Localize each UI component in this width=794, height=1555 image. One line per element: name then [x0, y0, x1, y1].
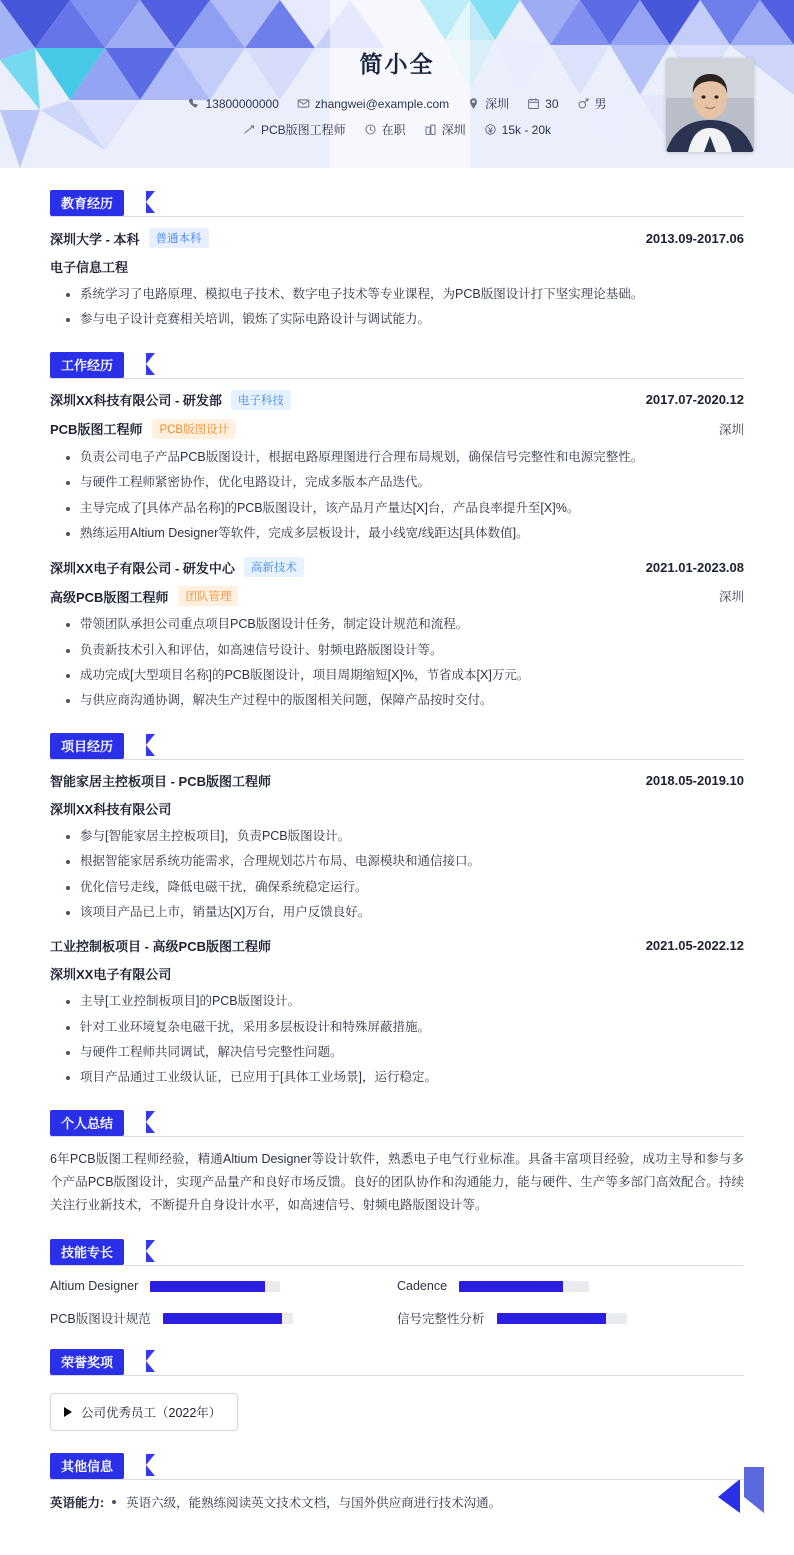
resume-header: [0, 0, 794, 168]
section-divider: [50, 1375, 744, 1376]
work-company: 深圳XX电子有限公司 - 研发中心: [50, 560, 235, 576]
project-title: 工业控制板项目 - 高级PCB版图工程师: [50, 939, 272, 955]
award-item[interactable]: [50, 1393, 238, 1431]
section-education-head: [50, 190, 744, 214]
list-item: 系统学习了电路原理、模拟电子技术、数字电子技术等专业课程，为PCB版图设计打下坚实理论基础。: [66, 285, 744, 304]
skill-progress-fill: [459, 1281, 563, 1292]
project-date: 2021.05-2022.12: [645, 938, 744, 954]
attribute-city: [424, 121, 466, 138]
skills-grid: [50, 1279, 744, 1327]
section-flag-shape: [146, 1350, 155, 1372]
work-role: 高级PCB版图工程师: [50, 589, 169, 605]
list-item: 成功完成[大型项目名称]的PCB版图设计，项目周期缩短[X]%，节省成本[X]万元。: [66, 666, 744, 685]
section-flag-shape: [146, 734, 155, 756]
attribute-status: [364, 121, 406, 138]
section-other-head: [50, 1453, 744, 1477]
avatar: [666, 58, 754, 152]
skill-item: [50, 1279, 397, 1293]
education-school: 深圳大学 - 本科: [50, 231, 140, 247]
list-item: 与供应商沟通协调，解决生产过程中的版图相关问题，保障产品按时交付。: [66, 691, 744, 710]
contact-age-text: 30: [545, 96, 559, 111]
other-item: [112, 1493, 501, 1511]
contact-email: [297, 97, 449, 111]
list-item: 项目产品通过工业级认证，已应用于[具体工业场景]，运行稳定。: [66, 1068, 744, 1087]
section-projects-head: [50, 733, 744, 757]
list-item: 熟练运用Altium Designer等软件，完成多层板设计，最小线宽/线距达[具体数值]。: [66, 524, 744, 543]
project-company: 深圳XX科技有限公司: [50, 801, 172, 817]
contact-gender-text: 男: [594, 97, 607, 111]
contact-location-text: 深圳: [485, 97, 510, 111]
skill-label: Altium Designer: [50, 1279, 139, 1294]
contact-email-text: zhangwei@example.com: [314, 96, 450, 111]
section-divider: [50, 759, 744, 760]
other-item-text: 英语六级，能熟练阅读英文技术文档，与国外供应商进行技术沟通。: [126, 1496, 502, 1511]
skill-progress-bar: [459, 1281, 589, 1292]
list-item: 主导完成了[具体产品名称]的PCB版图设计，该产品月产量达[X]台，产品良率提升至[X]%。: [66, 499, 744, 518]
section-awards-title: 荣誉奖项: [50, 1349, 124, 1375]
list-item: 带领团队承担公司重点项目PCB版图设计任务，制定设计规范和流程。: [66, 615, 744, 634]
contact-age: [527, 97, 558, 111]
other-label: 英语能力:: [50, 1496, 105, 1511]
contact-phone-text: 13800000000: [205, 96, 279, 111]
list-item: 与硬件工程师共同调试，解决信号完整性问题。: [66, 1043, 744, 1062]
section-awards: [50, 1349, 744, 1431]
section-education-title: 教育经历: [50, 190, 124, 216]
section-skills: [50, 1239, 744, 1327]
contact-phone: [187, 97, 278, 111]
skill-label: Cadence: [397, 1279, 448, 1294]
section-education: [50, 190, 744, 330]
project-entry: [50, 771, 744, 923]
section-skills-head: [50, 1239, 744, 1263]
work-bullets: [50, 615, 744, 711]
city-icon: [424, 123, 437, 136]
education-major: 电子信息工程: [50, 260, 129, 275]
education-entry: [50, 228, 744, 330]
list-item: 该项目产品已上市，销量达[X]万台，用户反馈良好。: [66, 903, 744, 922]
job-icon: [243, 123, 256, 136]
attribute-status-text: 在职: [381, 123, 406, 137]
list-item: 针对工业环境复杂电磁干扰，采用多层板设计和特殊屏蔽措施。: [66, 1018, 744, 1037]
education-tag: 普通本科: [149, 228, 209, 248]
skill-progress-bar: [163, 1313, 293, 1324]
section-flag-shape: [146, 1111, 155, 1133]
gender-icon: [577, 97, 590, 110]
attribute-job-text: PCB版图工程师: [260, 123, 346, 137]
work-entry: [50, 390, 744, 544]
list-item: 负责公司电子产品PCB版图设计，根据电路原理图进行合理布局规划，确保信号完整性和电源完整性。: [66, 448, 744, 467]
work-role-tag: PCB版图设计: [152, 419, 236, 439]
attribute-city-text: 深圳: [441, 123, 466, 137]
skill-progress-bar: [150, 1281, 280, 1292]
list-item: 主导[工业控制板项目]的PCB版图设计。: [66, 992, 744, 1011]
list-item: 负责新技术引入和评估，如高速信号设计、射频电路版图设计等。: [66, 641, 744, 660]
work-tag: 高新技术: [244, 557, 304, 577]
resume-content: [0, 190, 794, 1521]
work-role: PCB版图工程师: [50, 422, 143, 438]
project-company: 深圳XX电子有限公司: [50, 967, 172, 983]
project-entry: [50, 936, 744, 1088]
section-work-head: [50, 352, 744, 376]
attribute-job: [243, 121, 346, 138]
work-date: 2017.07-2020.12: [645, 392, 744, 408]
section-work-title: 工作经历: [50, 352, 124, 378]
section-divider: [50, 1265, 744, 1266]
mail-icon: [297, 97, 310, 110]
page-title: 简小全: [359, 51, 435, 77]
salary-icon: [484, 123, 497, 136]
work-location: 深圳: [718, 590, 744, 605]
section-summary-title: 个人总结: [50, 1110, 124, 1136]
play-triangle-icon: [64, 1407, 72, 1417]
work-company: 深圳XX科技有限公司 - 研发部: [50, 393, 222, 409]
section-summary-head: [50, 1110, 744, 1134]
other-row: [50, 1493, 744, 1511]
work-entry: [50, 557, 744, 711]
section-flag-shape: [146, 1240, 155, 1262]
calendar-icon: [527, 97, 540, 110]
project-date: 2018.05-2019.10: [645, 772, 744, 788]
work-location: 深圳: [718, 422, 744, 437]
section-projects-title: 项目经历: [50, 733, 124, 759]
attribute-salary: [484, 123, 551, 137]
list-item: 参与电子设计竞赛相关培训，锻炼了实际电路设计与调试能力。: [66, 310, 744, 329]
list-item: 与硬件工程师紧密协作，优化电路设计，完成多版本产品迭代。: [66, 473, 744, 492]
status-icon: [364, 123, 377, 136]
project-title: 智能家居主控板项目 - PCB版图工程师: [50, 773, 272, 789]
summary-text: 6年PCB版图工程师经验，精通Altium Designer等设计软件，熟悉电子电气行业标准。具备丰富项目经验，成功主导和参与多个产品PCB版图设计，实现产品量产和良好市场反馈。良好的团队协作和沟通能力，能与硬件、生产等多部门高效配合。持续关注行业新技术，不断提升自身设计水平，如高速信号、射频电路版图设计等。: [50, 1151, 744, 1212]
section-projects: [50, 733, 744, 1088]
phone-icon: [187, 97, 200, 110]
project-bullets: [50, 827, 744, 923]
section-divider: [50, 216, 744, 217]
skill-progress-fill: [497, 1313, 606, 1324]
section-divider: [50, 1136, 744, 1137]
section-work: [50, 352, 744, 711]
list-item: 优化信号走线，降低电磁干扰，确保系统稳定运行。: [66, 878, 744, 897]
work-bullets: [50, 448, 744, 544]
skill-item: [50, 1309, 397, 1327]
skill-label: PCB版图设计规范: [50, 1312, 151, 1327]
contact-gender: [577, 95, 607, 112]
section-awards-head: [50, 1349, 744, 1373]
section-flag-shape: [146, 191, 155, 213]
section-summary: [50, 1110, 744, 1217]
corner-decoration-icon: [718, 1467, 764, 1513]
location-icon: [467, 97, 480, 110]
section-other: [50, 1453, 744, 1511]
work-date: 2021.01-2023.08: [645, 559, 744, 575]
skill-label: 信号完整性分析: [397, 1312, 485, 1327]
skill-progress-bar: [497, 1313, 627, 1324]
section-flag-shape: [146, 353, 155, 375]
list-item: 参与[智能家居主控板项目]，负责PCB版图设计。: [66, 827, 744, 846]
education-bullets: [50, 285, 744, 330]
list-item: 根据智能家居系统功能需求，合理规划芯片布局、电源模块和通信接口。: [66, 852, 744, 871]
skill-progress-fill: [150, 1281, 264, 1292]
award-label: 公司优秀员工（2022年）: [81, 1406, 222, 1421]
attribute-salary-text: 15k - 20k: [501, 122, 552, 137]
section-divider: [50, 378, 744, 379]
section-skills-title: 技能专长: [50, 1239, 124, 1265]
work-tag: 电子科技: [231, 390, 291, 410]
skill-item: [397, 1309, 744, 1327]
section-other-title: 其他信息: [50, 1453, 124, 1479]
skill-progress-fill: [163, 1313, 283, 1324]
skill-item: [397, 1279, 744, 1293]
avatar-photo: [666, 58, 754, 152]
project-bullets: [50, 992, 744, 1088]
section-divider: [50, 1479, 744, 1480]
contact-location: [467, 95, 509, 112]
education-date: 2013.09-2017.06: [645, 230, 744, 246]
work-role-tag: 团队管理: [178, 586, 238, 606]
section-flag-shape: [146, 1454, 155, 1476]
